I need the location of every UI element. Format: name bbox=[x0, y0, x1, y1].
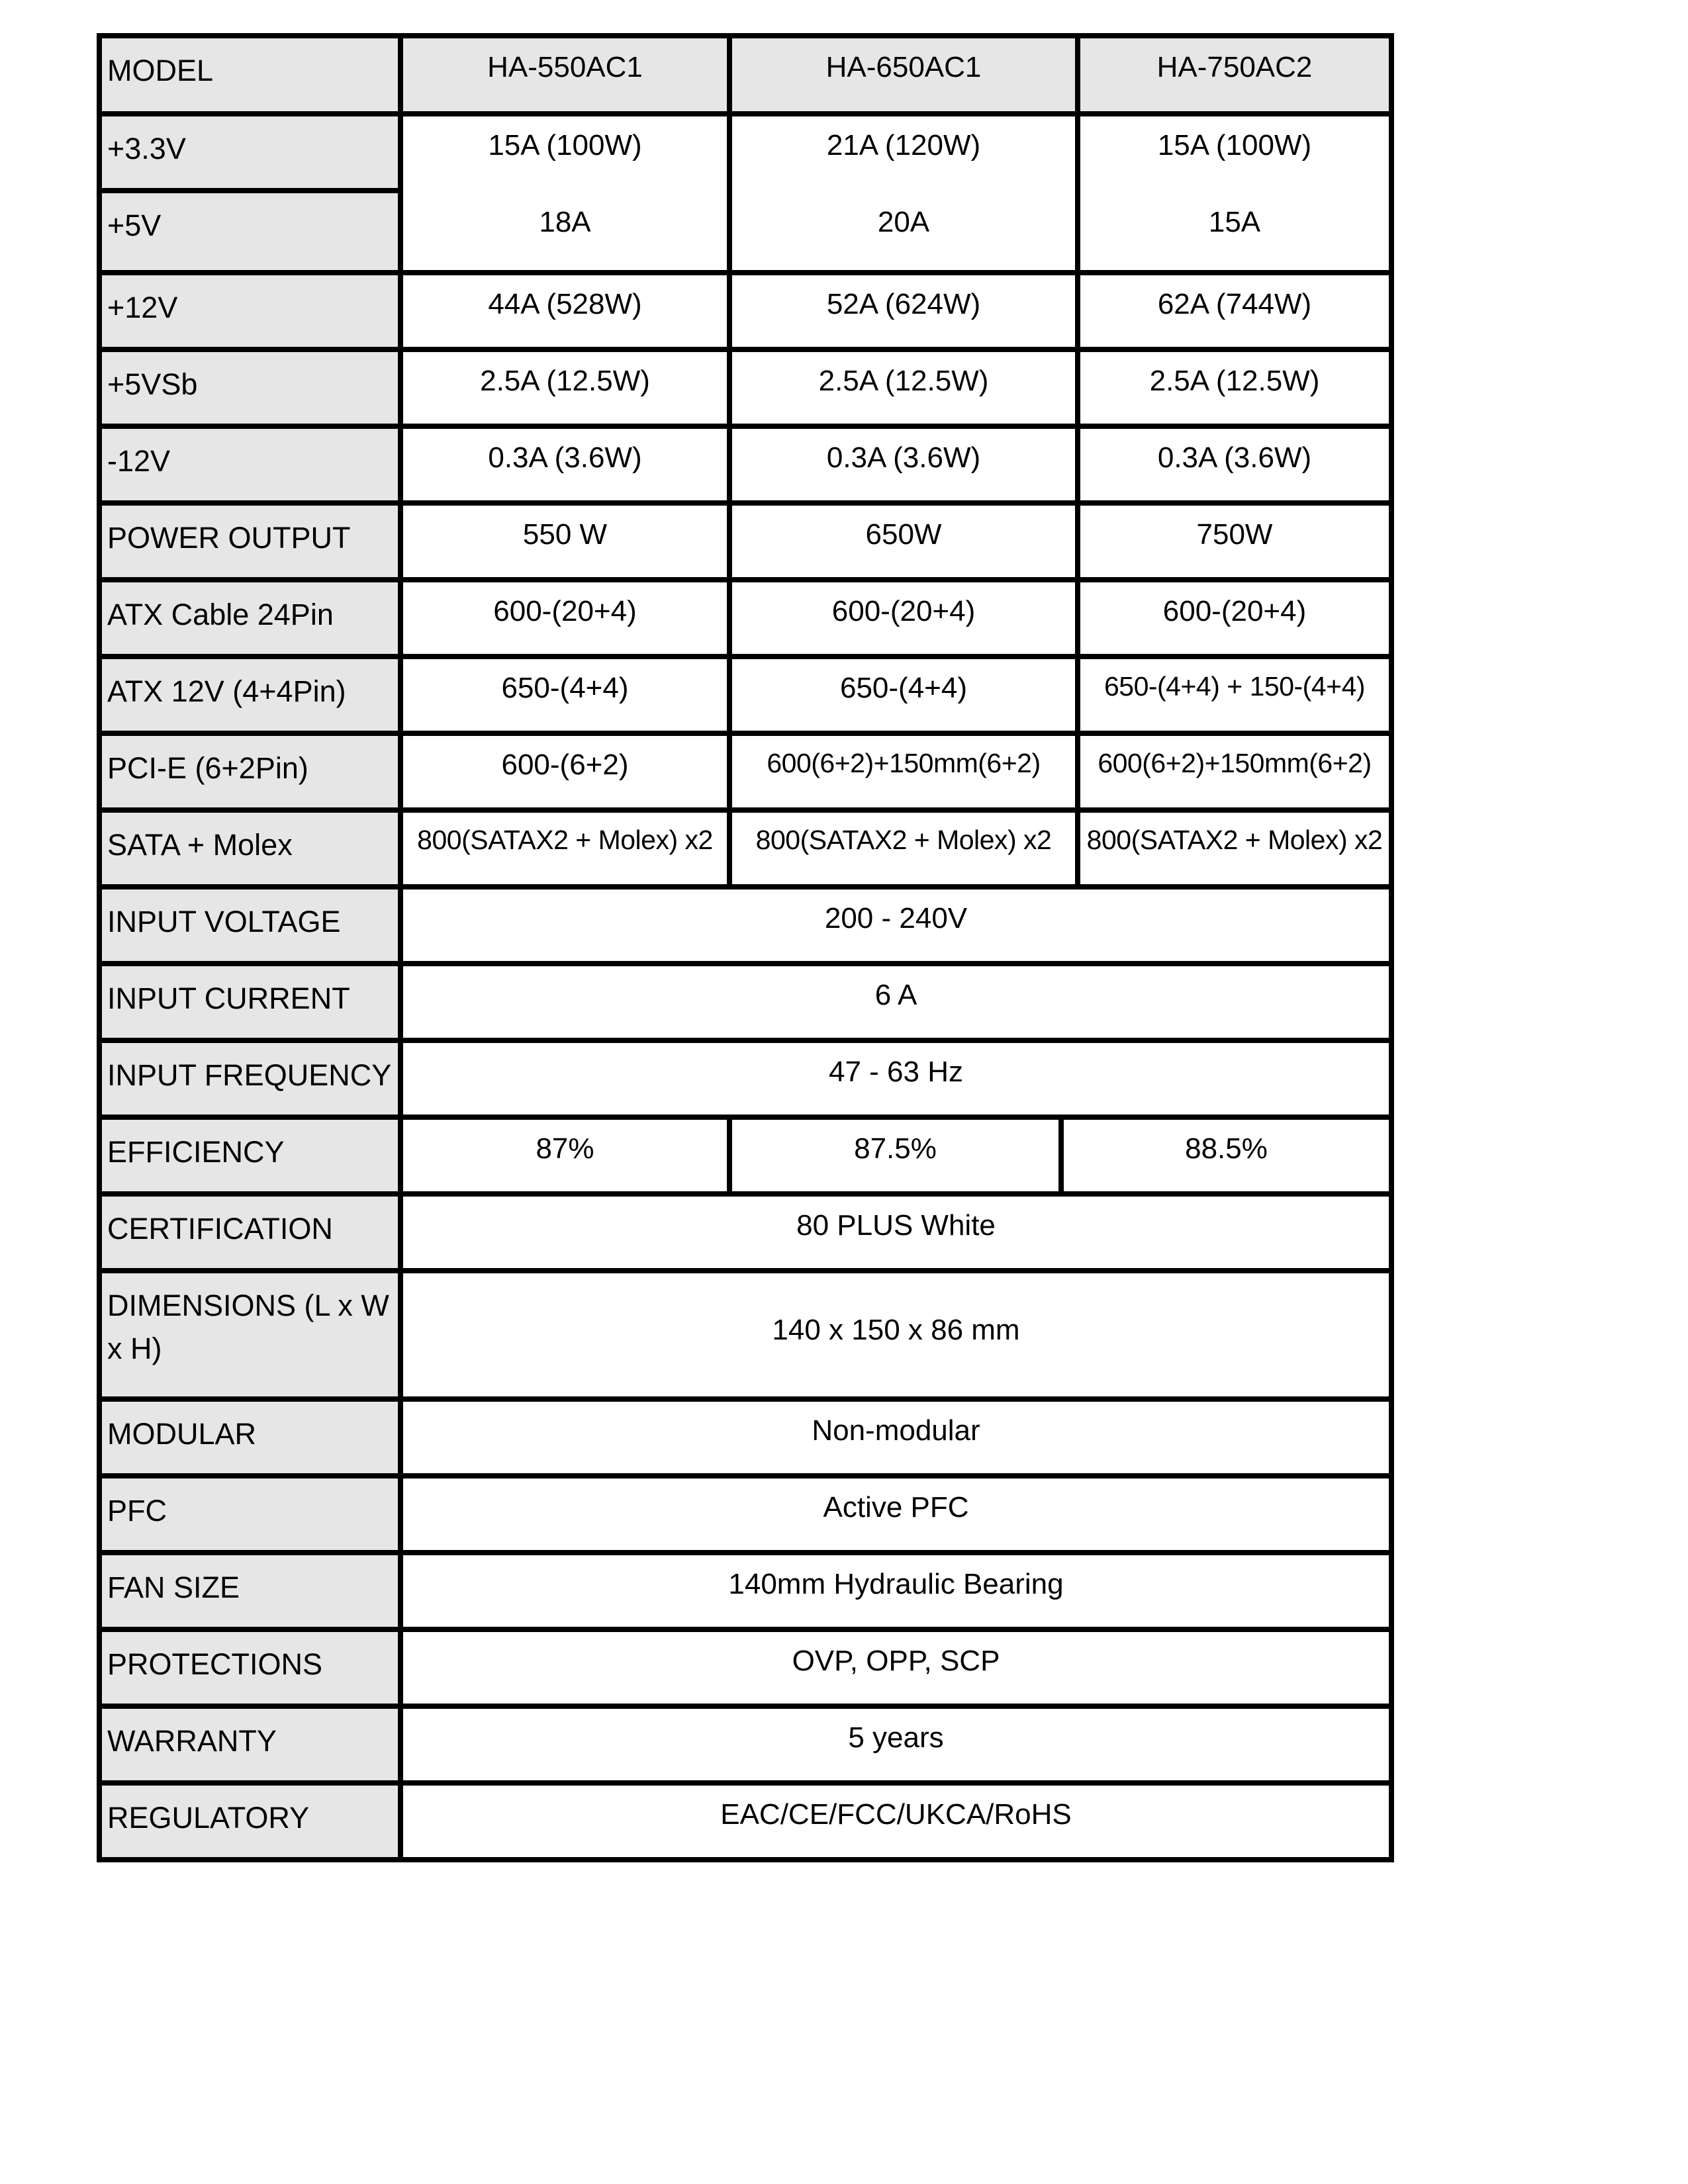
value-cell-merged: 6 A bbox=[398, 966, 1389, 1038]
value-cell: 0.3A (3.6W) bbox=[1075, 429, 1389, 500]
value-cell-merged: OVP, OPP, SCP bbox=[398, 1632, 1389, 1704]
value-cell: 600-(20+4) bbox=[398, 582, 727, 654]
value-cell-merged: 140mm Hydraulic Bearing bbox=[398, 1555, 1389, 1627]
table-row bbox=[102, 577, 1389, 654]
table-row bbox=[102, 961, 1389, 1038]
model-name-cell: HA-650AC1 bbox=[727, 38, 1075, 111]
value-cell: 2.5A (12.5W) bbox=[1075, 352, 1389, 424]
row-label: CERTIFICATION bbox=[102, 1197, 398, 1268]
table-row bbox=[102, 807, 1389, 884]
value-cell: 52A (624W) bbox=[727, 275, 1075, 347]
value-cell: 650W bbox=[727, 506, 1075, 577]
value-cell bbox=[398, 116, 727, 270]
row-label: PFC bbox=[102, 1479, 398, 1550]
model-header-cell: MODEL bbox=[102, 38, 398, 111]
table-row bbox=[102, 1627, 1389, 1704]
table-row bbox=[102, 500, 1389, 577]
row-label: SATA + Molex bbox=[102, 813, 398, 884]
value-cell-merged: 80 PLUS White bbox=[398, 1197, 1389, 1268]
row-label: PROTECTIONS bbox=[102, 1632, 398, 1704]
value-cell: 650-(4+4) + 150-(4+4) bbox=[1075, 659, 1389, 731]
table-row bbox=[102, 1704, 1389, 1780]
value-cell: 650-(4+4) bbox=[398, 659, 727, 731]
value-cell-merged: 5 years bbox=[398, 1709, 1389, 1780]
value-cell-merged: 47 - 63 Hz bbox=[398, 1043, 1389, 1115]
row-label: PCI-E (6+2Pin) bbox=[102, 736, 398, 807]
value-cell: 62A (744W) bbox=[1075, 275, 1389, 347]
value-cell: 800(SATAX2 + Molex) x2 bbox=[1075, 813, 1389, 884]
table-row bbox=[102, 884, 1389, 961]
efficiency-row bbox=[102, 1115, 1389, 1191]
value-cell-merged: 200 - 240V bbox=[398, 889, 1389, 961]
table-row bbox=[102, 1550, 1389, 1627]
row-label: FAN SIZE bbox=[102, 1555, 398, 1627]
rail-value: 15A bbox=[1208, 206, 1261, 238]
table-row bbox=[102, 1396, 1389, 1473]
value-cell: 600-(20+4) bbox=[1075, 582, 1389, 654]
row-label: ATX Cable 24Pin bbox=[102, 582, 398, 654]
value-cell bbox=[1075, 116, 1389, 270]
rail-value: 18A bbox=[539, 206, 591, 238]
value-cell: 600(6+2)+150mm(6+2) bbox=[1075, 736, 1389, 807]
rail-group-row bbox=[102, 111, 1389, 270]
value-cell-merged: EAC/CE/FCC/UKCA/RoHS bbox=[398, 1786, 1389, 1857]
row-label: POWER OUTPUT bbox=[102, 506, 398, 577]
table-row bbox=[102, 1191, 1389, 1268]
row-label: -12V bbox=[102, 429, 398, 500]
row-label: ATX 12V (4+4Pin) bbox=[102, 659, 398, 731]
value-cell: 600(6+2)+150mm(6+2) bbox=[727, 736, 1075, 807]
row-label: INPUT VOLTAGE bbox=[102, 889, 398, 961]
value-cell-merged: Active PFC bbox=[398, 1479, 1389, 1550]
value-cell: 800(SATAX2 + Molex) x2 bbox=[727, 813, 1075, 884]
value-cell: 750W bbox=[1075, 506, 1389, 577]
value-cell: 44A (528W) bbox=[398, 275, 727, 347]
value-cell: 600-(6+2) bbox=[398, 736, 727, 807]
value-cell: 550 W bbox=[398, 506, 727, 577]
value-cell: 650-(4+4) bbox=[727, 659, 1075, 731]
value-cell: 800(SATAX2 + Molex) x2 bbox=[398, 813, 727, 884]
value-cell: 0.3A (3.6W) bbox=[727, 429, 1075, 500]
value-cell: 2.5A (12.5W) bbox=[727, 352, 1075, 424]
value-cell bbox=[727, 116, 1075, 270]
header-row bbox=[102, 38, 1389, 111]
rail-value: 21A (120W) bbox=[826, 129, 981, 161]
rail-value: 15A (100W) bbox=[488, 129, 642, 161]
value-cell: 87% bbox=[398, 1120, 727, 1191]
table-row bbox=[102, 424, 1389, 500]
value-cell: 600-(20+4) bbox=[727, 582, 1075, 654]
row-label: DIMENSIONS (L x W x H) bbox=[102, 1273, 398, 1396]
rail-value: 20A bbox=[877, 206, 930, 238]
row-label: INPUT FREQUENCY bbox=[102, 1043, 398, 1115]
table-row bbox=[102, 1473, 1389, 1550]
row-label: MODULAR bbox=[102, 1402, 398, 1473]
table-row bbox=[102, 654, 1389, 731]
psu-spec-table bbox=[97, 33, 1394, 1862]
row-label: +12V bbox=[102, 275, 398, 347]
value-cell: 2.5A (12.5W) bbox=[398, 352, 727, 424]
value-cell: 0.3A (3.6W) bbox=[398, 429, 727, 500]
rail-label-column bbox=[102, 116, 398, 270]
row-label: WARRANTY bbox=[102, 1709, 398, 1780]
row-label: +3.3V bbox=[102, 116, 398, 188]
row-label: EFFICIENCY bbox=[102, 1120, 398, 1191]
table-row bbox=[102, 1780, 1389, 1857]
table-row bbox=[102, 347, 1389, 424]
table-row bbox=[102, 270, 1389, 347]
table-row bbox=[102, 1038, 1389, 1115]
row-label: REGULATORY bbox=[102, 1786, 398, 1857]
table-row bbox=[102, 1268, 1389, 1396]
model-name-cell: HA-750AC2 bbox=[1075, 38, 1389, 111]
row-label: INPUT CURRENT bbox=[102, 966, 398, 1038]
row-label: +5VSb bbox=[102, 352, 398, 424]
value-cell-merged: 140 x 150 x 86 mm bbox=[398, 1273, 1389, 1396]
value-cell: 88.5% bbox=[1058, 1120, 1389, 1191]
rail-value: 15A (100W) bbox=[1157, 129, 1312, 161]
model-name-cell: HA-550AC1 bbox=[398, 38, 727, 111]
table-row bbox=[102, 731, 1389, 807]
value-cell-merged: Non-modular bbox=[398, 1402, 1389, 1473]
row-label: +5V bbox=[102, 188, 398, 270]
value-cell: 87.5% bbox=[727, 1120, 1058, 1191]
